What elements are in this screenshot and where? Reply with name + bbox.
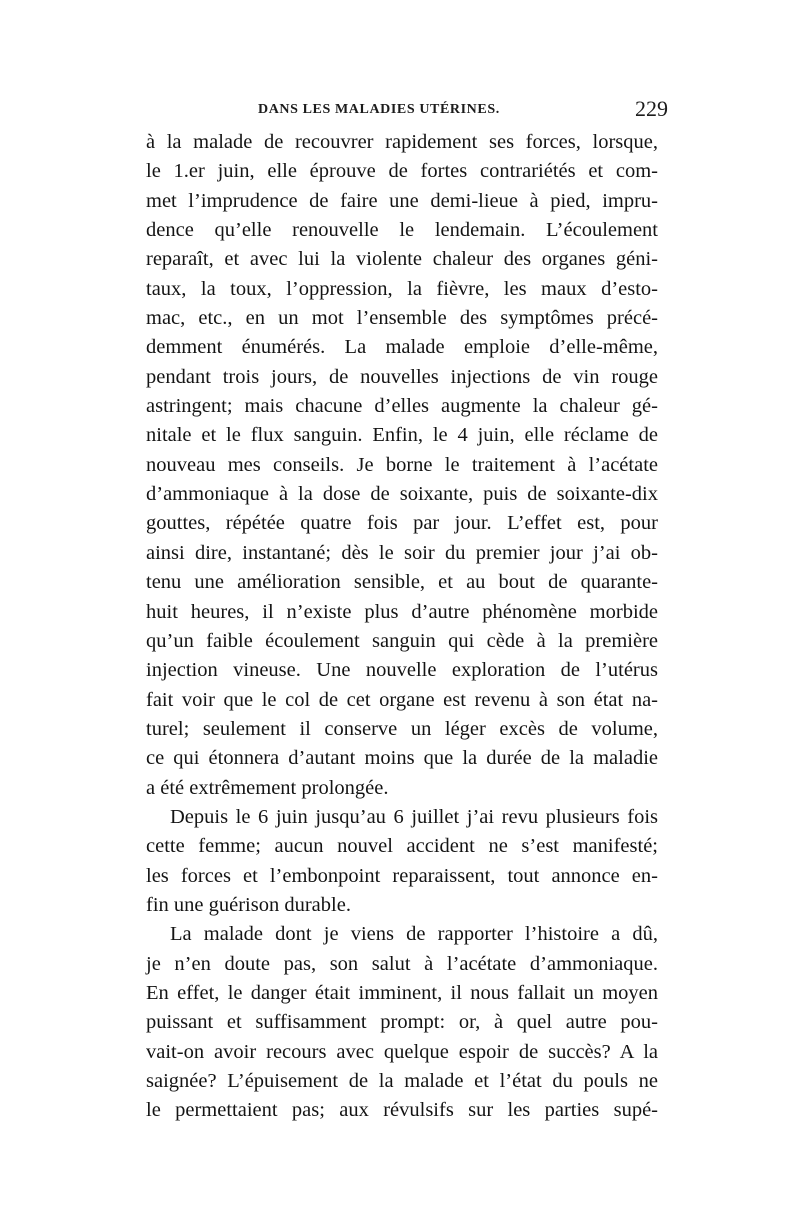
paragraph-end-line: fin une guérison durable. <box>146 893 351 916</box>
text-line: En effet, le danger était imminent, il nous fallait un moyen <box>146 981 658 1004</box>
text-line: reparaît, et avec lui la violente chaleur des organes géni- <box>146 248 658 271</box>
paragraph-end-line: a été extrêmement prolongée. <box>146 776 389 799</box>
text-line: à la malade de recouvrer rapidement ses forces, lorsque, <box>146 131 658 153</box>
text-line: fait voir que le col de cet organe est revenu à son état na- <box>146 688 658 711</box>
body-text <box>146 128 658 1126</box>
text-line: nouveau mes conseils. Je borne le traitement à l’acétate <box>146 453 658 476</box>
text-line: saignée? L’épuisement de la malade et l’état du pouls ne <box>146 1070 658 1092</box>
text-line: astringent; mais chacune d’elles augmente la chaleur gé- <box>146 395 658 418</box>
text-line: taux, la toux, l’oppression, la fièvre, les maux d’esto- <box>146 277 658 300</box>
text-line: demment énumérés. La malade emploie d’elle-même, <box>146 336 658 359</box>
text-line: le permettaient pas; aux révulsifs sur les parties supé- <box>146 1099 658 1122</box>
text-line: pendant trois jours, de nouvelles injections de vin rouge <box>146 365 658 388</box>
text-line: qu’un faible écoulement sanguin qui cède à la première <box>146 629 658 652</box>
text-line: vait-on avoir recours avec quelque espoir de succès? A la <box>146 1040 658 1063</box>
text-line: tenu une amélioration sensible, et au bout de quarante- <box>146 571 658 594</box>
text-line: d’ammoniaque à la dose de soixante, puis de soixante-dix <box>146 483 658 506</box>
paragraph-start-line: Depuis le 6 juin jusqu’au 6 juillet j’ai revu plusieurs fois <box>170 805 658 828</box>
text-line: les forces et l’embonpoint reparaissent, tout annonce en- <box>146 864 658 887</box>
running-head: DANS LES MALADIES UTÉRINES. <box>258 102 500 117</box>
text-line: puissant et suffisamment prompt: or, à quel autre pou- <box>146 1011 658 1034</box>
text-line: ainsi dire, instantané; dès le soir du premier jour j’ai ob- <box>146 541 658 564</box>
text-line: gouttes, répétée quatre fois par jour. L’effet est, pour <box>146 512 658 535</box>
text-line: ce qui étonnera d’autant moins que la durée de la maladie <box>146 747 658 770</box>
text-line: injection vineuse. Une nouvelle exploration de l’utérus <box>146 659 658 682</box>
text-line: met l’imprudence de faire une demi-lieue à pied, impru- <box>146 189 658 212</box>
text-line: mac, etc., en un mot l’ensemble des symptômes précé- <box>146 307 658 330</box>
text-line: je n’en doute pas, son salut à l’acétate d’ammoniaque. <box>146 952 658 975</box>
page-header <box>148 96 668 124</box>
text-line: cette femme; aucun nouvel accident ne s’est manifesté; <box>146 835 658 858</box>
text-line: turel; seulement il conserve un léger excès de volume, <box>146 717 658 740</box>
text-line: le 1.er juin, elle éprouve de fortes contrariétés et com- <box>146 160 658 183</box>
page-number: 229 <box>635 96 668 121</box>
text-line: nitale et le flux sanguin. Enfin, le 4 juin, elle réclame de <box>146 424 658 447</box>
paragraph-start-line: La malade dont je viens de rapporter l’histoire a dû, <box>170 923 658 946</box>
text-line: huit heures, il n’existe plus d’autre phénomène morbide <box>146 600 658 623</box>
text-line: dence qu’elle renouvelle le lendemain. L’écoulement <box>146 219 658 242</box>
